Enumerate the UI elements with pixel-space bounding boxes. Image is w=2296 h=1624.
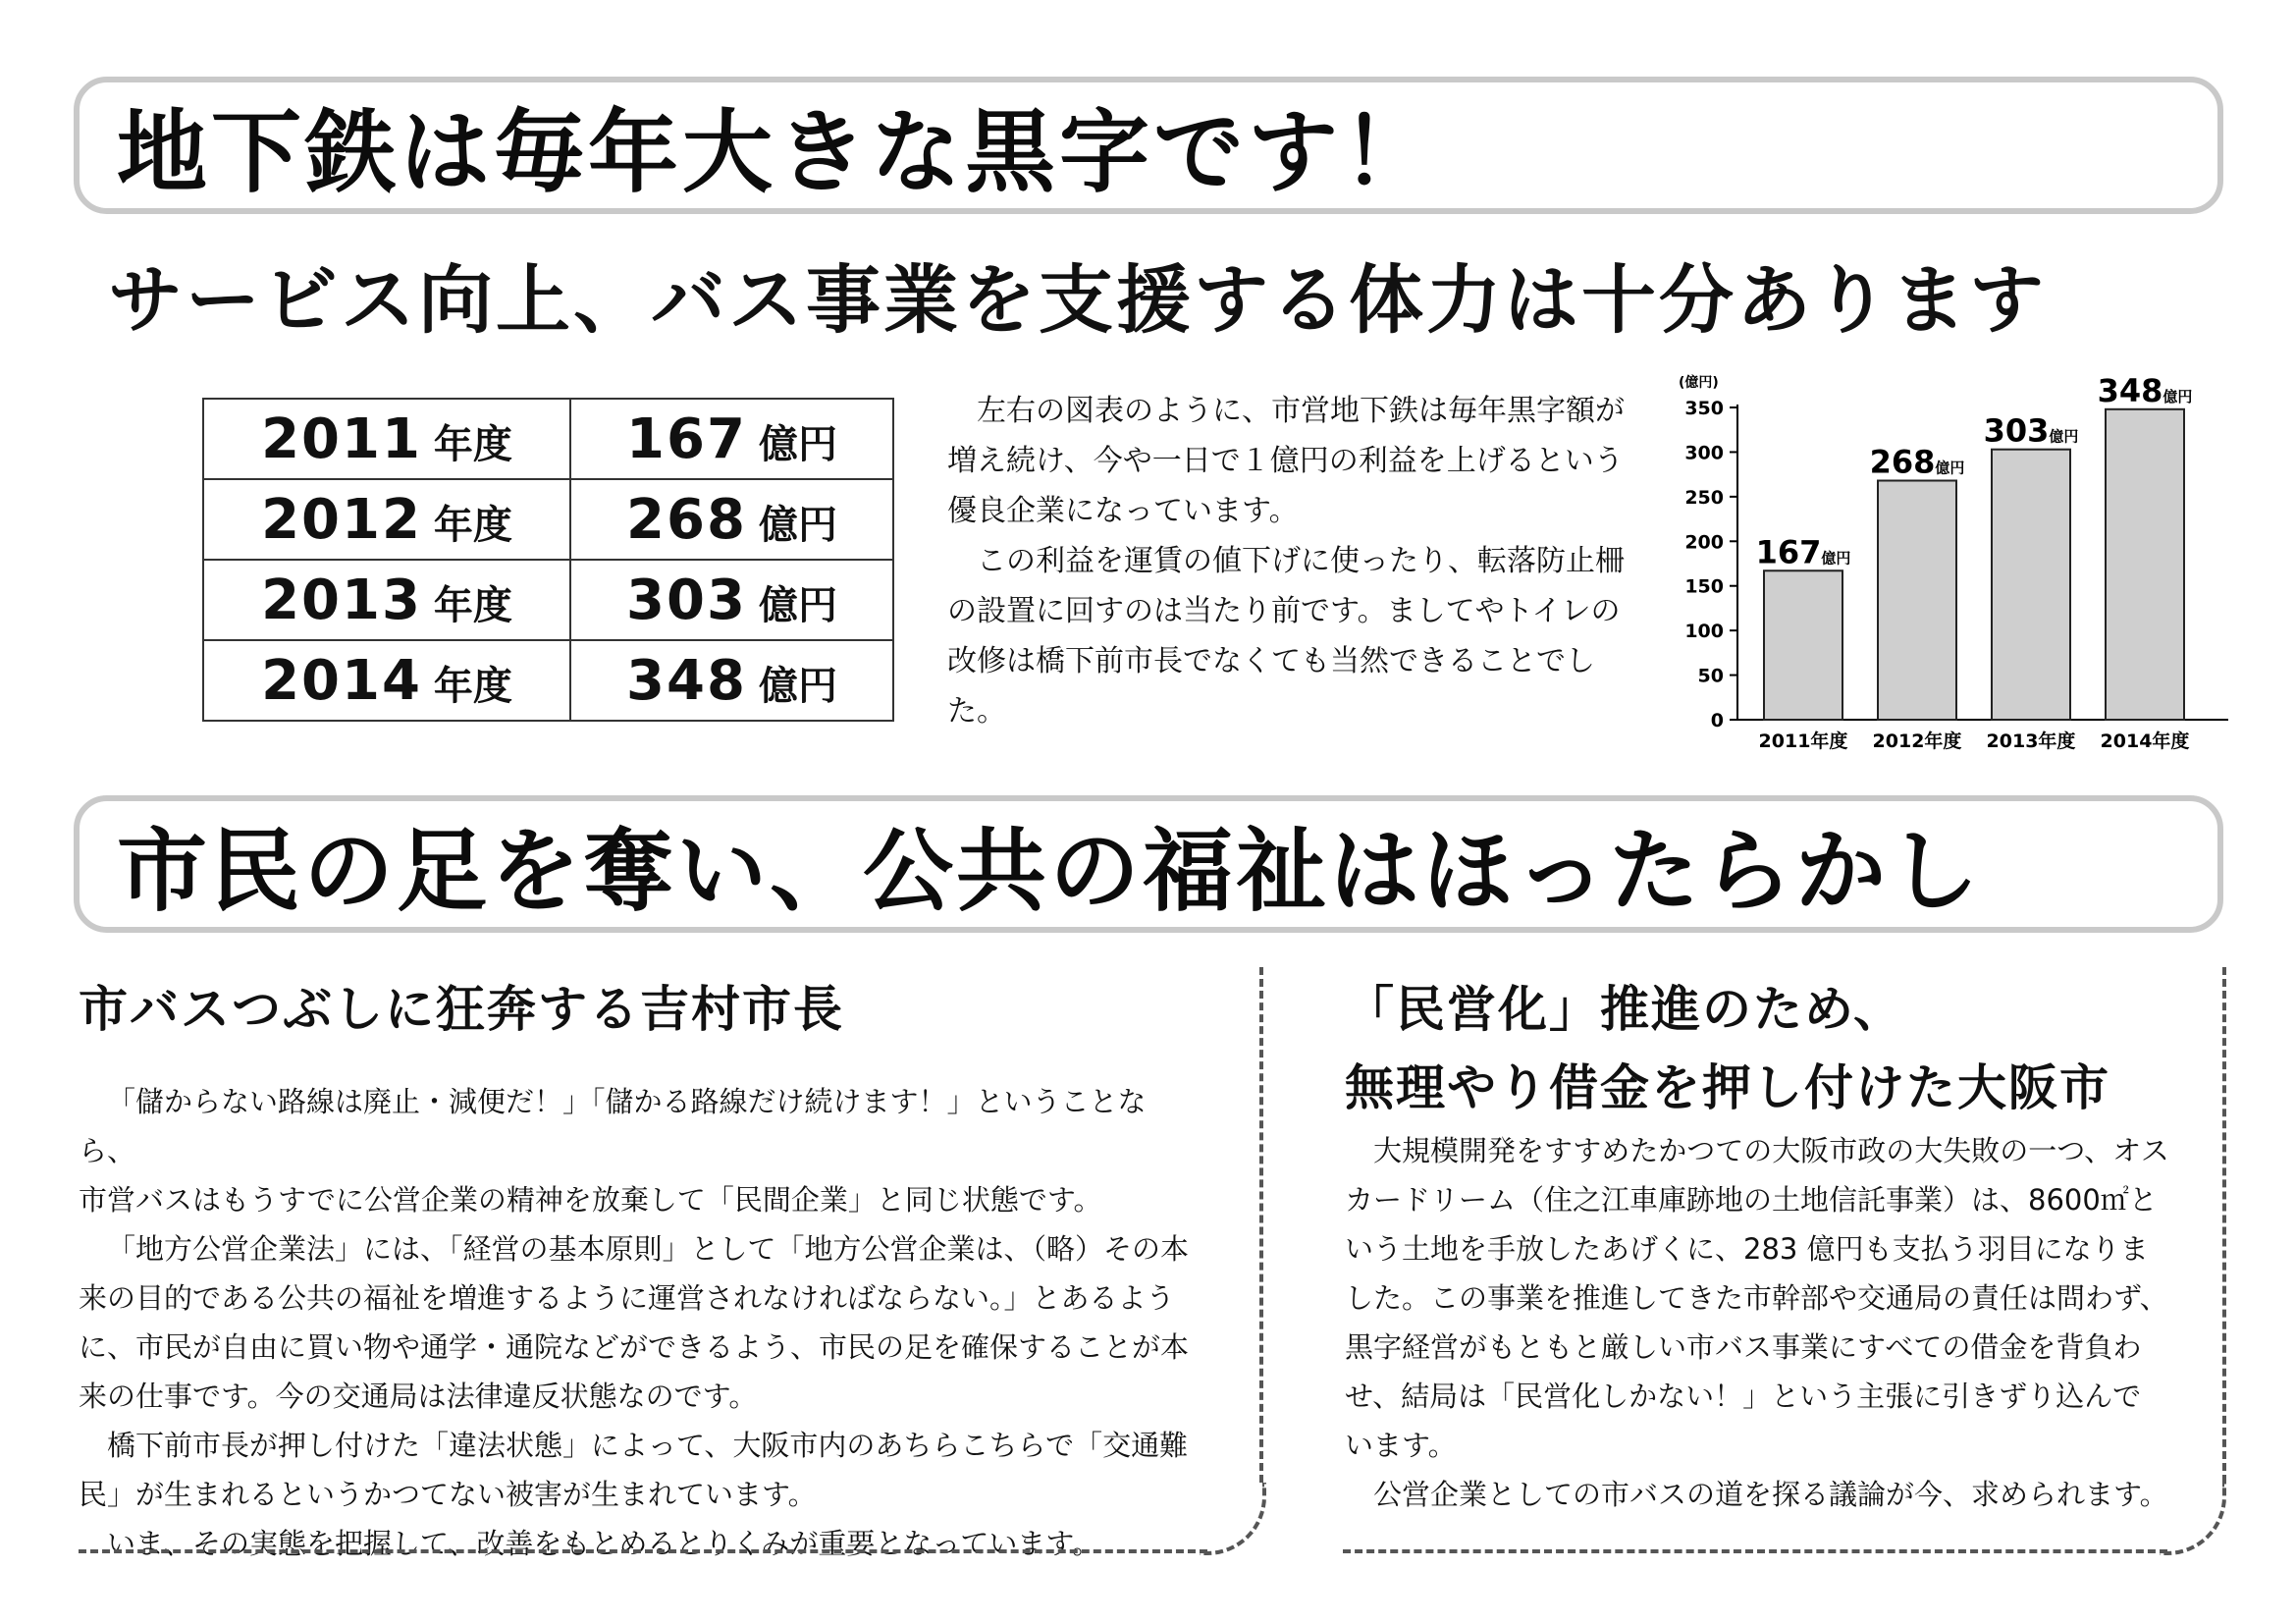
profit-bar-chart bbox=[1659, 373, 2228, 766]
subtitle: サービス向上、バス事業を支援する体力は十分あります bbox=[108, 256, 2047, 344]
left-column-body bbox=[79, 1077, 1198, 1568]
right-column-title-2: 無理やり借金を押し付けた大阪市 bbox=[1345, 1058, 2110, 1116]
y-tick-label: 350 bbox=[1684, 398, 1724, 419]
year-value: 2011 bbox=[261, 406, 422, 471]
year-value: 2013 bbox=[261, 568, 422, 632]
y-tick-label: 0 bbox=[1710, 710, 1724, 731]
intro-paragraph-2: この利益を運賃の値下げに使ったり、転落防止柵の設置に回すのは当たり前です。ましてやトイレの改修は橋下前市長でなくても当然できることでした。 bbox=[947, 544, 1625, 729]
table-row bbox=[203, 399, 893, 479]
amount-value: 268 bbox=[626, 487, 747, 552]
amount-unit: 億円 bbox=[758, 502, 837, 548]
year-unit: 年度 bbox=[433, 663, 512, 709]
bar-data-label: 167億円 bbox=[1755, 533, 1851, 571]
bar-data-label: 348億円 bbox=[2097, 373, 2193, 409]
headline-banner-bus bbox=[74, 795, 2223, 933]
amount-value: 348 bbox=[626, 648, 747, 713]
table-row bbox=[203, 479, 893, 560]
headline-banner-subway bbox=[74, 77, 2223, 214]
amount-value: 167 bbox=[626, 406, 747, 471]
amount-unit: 億円 bbox=[758, 421, 837, 467]
x-tick-label: 2011年度 bbox=[1758, 731, 1848, 752]
profit-table bbox=[202, 398, 894, 722]
left-line-1: 「儲からない路線は廃止・減便だ！」「儲かる路線だけ続けます！」ということなら、 bbox=[79, 1085, 1147, 1167]
y-tick-label: 300 bbox=[1684, 442, 1724, 464]
year-value: 2012 bbox=[261, 487, 422, 552]
x-tick-label: 2014年度 bbox=[2100, 731, 2190, 752]
left-line-2: 市営バスはもうすでに公営企業の精神を放棄して「民間企業」と同じ状態です。 bbox=[79, 1183, 1102, 1217]
y-tick-label: 150 bbox=[1684, 575, 1724, 598]
left-paragraph-4: いま、その実態を把握して、改善をもとめるとりくみが重要となっています。 bbox=[107, 1527, 1101, 1560]
y-ticks bbox=[1684, 398, 1737, 731]
right-corner-rule bbox=[2160, 1483, 2226, 1555]
y-tick-label: 250 bbox=[1684, 486, 1724, 509]
intro-paragraph-1: 左右の図表のように、市営地下鉄は毎年黒字額が増え続け、今や一日で１億円の利益を上げるという優良企業になっています。 bbox=[947, 394, 1625, 528]
left-corner-rule bbox=[1200, 1483, 1266, 1555]
right-paragraph-1: 大規模開発をすすめたかつての大阪市政の大失敗の一つ、オスカードリーム（住之江車庫跡地の土地信託事業）は、8600㎡という土地を手放したあげくに、283 億円も支払う羽目になりました。この事業を推進してきた市幹部や交通局の責任は問わず、黒字経営がもともと厳しい市バス事業にすべての借金を背負わせ、結局は「民営化しかない！」という主張に引きずり込んでいます。 bbox=[1345, 1134, 2169, 1462]
right-bottom-rule bbox=[1343, 1549, 2167, 1553]
headline-bus-welfare: 市民の足を奪い、公共の福祉はほったらかし bbox=[117, 819, 1983, 924]
x-tick-label: 2012年度 bbox=[1872, 731, 1962, 752]
bar bbox=[1878, 481, 1956, 720]
headline-subway-surplus: 地下鉄は毎年大きな黒字です！ bbox=[117, 100, 1437, 205]
right-paragraph-2: 公営企業としての市バスの道を探る議論が今、求められます。 bbox=[1373, 1478, 2168, 1511]
right-column-body bbox=[1345, 1126, 2169, 1519]
year-unit: 年度 bbox=[433, 502, 512, 548]
x-tick-label: 2013年度 bbox=[1986, 731, 2076, 752]
right-edge-rule bbox=[2222, 967, 2226, 1483]
year-unit: 年度 bbox=[433, 582, 512, 628]
bar-data-label: 303億円 bbox=[1983, 411, 2079, 450]
left-paragraph-3: 橋下前市長が押し付けた「違法状態」によって、大阪市内のあちらこちらで「交通難民」が生まれるというかつてない被害が生まれています。 bbox=[79, 1429, 1189, 1511]
y-tick-label: 200 bbox=[1684, 531, 1724, 554]
year-unit: 年度 bbox=[433, 421, 512, 467]
table-row bbox=[203, 560, 893, 640]
left-column-title: 市バスつぶしに狂奔する吉村市長 bbox=[79, 980, 844, 1038]
left-bottom-rule bbox=[79, 1549, 1207, 1553]
bars bbox=[1756, 373, 2193, 752]
table-row bbox=[203, 640, 893, 721]
bar bbox=[1764, 570, 1842, 720]
bar bbox=[2106, 409, 2184, 720]
bar bbox=[1992, 450, 2070, 720]
right-column-title-1: 「民営化」推進のため、 bbox=[1345, 980, 1904, 1038]
y-tick-label: 50 bbox=[1697, 665, 1724, 687]
amount-unit: 億円 bbox=[758, 582, 837, 628]
y-tick-label: 100 bbox=[1684, 621, 1724, 643]
column-divider bbox=[1259, 967, 1263, 1483]
y-axis-label: (億円) bbox=[1679, 375, 1719, 391]
amount-unit: 億円 bbox=[758, 663, 837, 709]
bar-data-label: 268億円 bbox=[1869, 443, 1965, 481]
amount-value: 303 bbox=[626, 568, 747, 632]
left-paragraph-2: 「地方公営企業法」には、「経営の基本原則」として「地方公営企業は、（略）その本来の目的である公共の福祉を増進するように運営されなければならない。」とあるように、市民が自由に買い物や通学・通院などができるよう、市民の足を確保することが本来の仕事です。今の交通局は法律違反状態なのです。 bbox=[79, 1232, 1190, 1413]
intro-paragraphs bbox=[947, 386, 1625, 736]
year-value: 2014 bbox=[261, 648, 422, 713]
